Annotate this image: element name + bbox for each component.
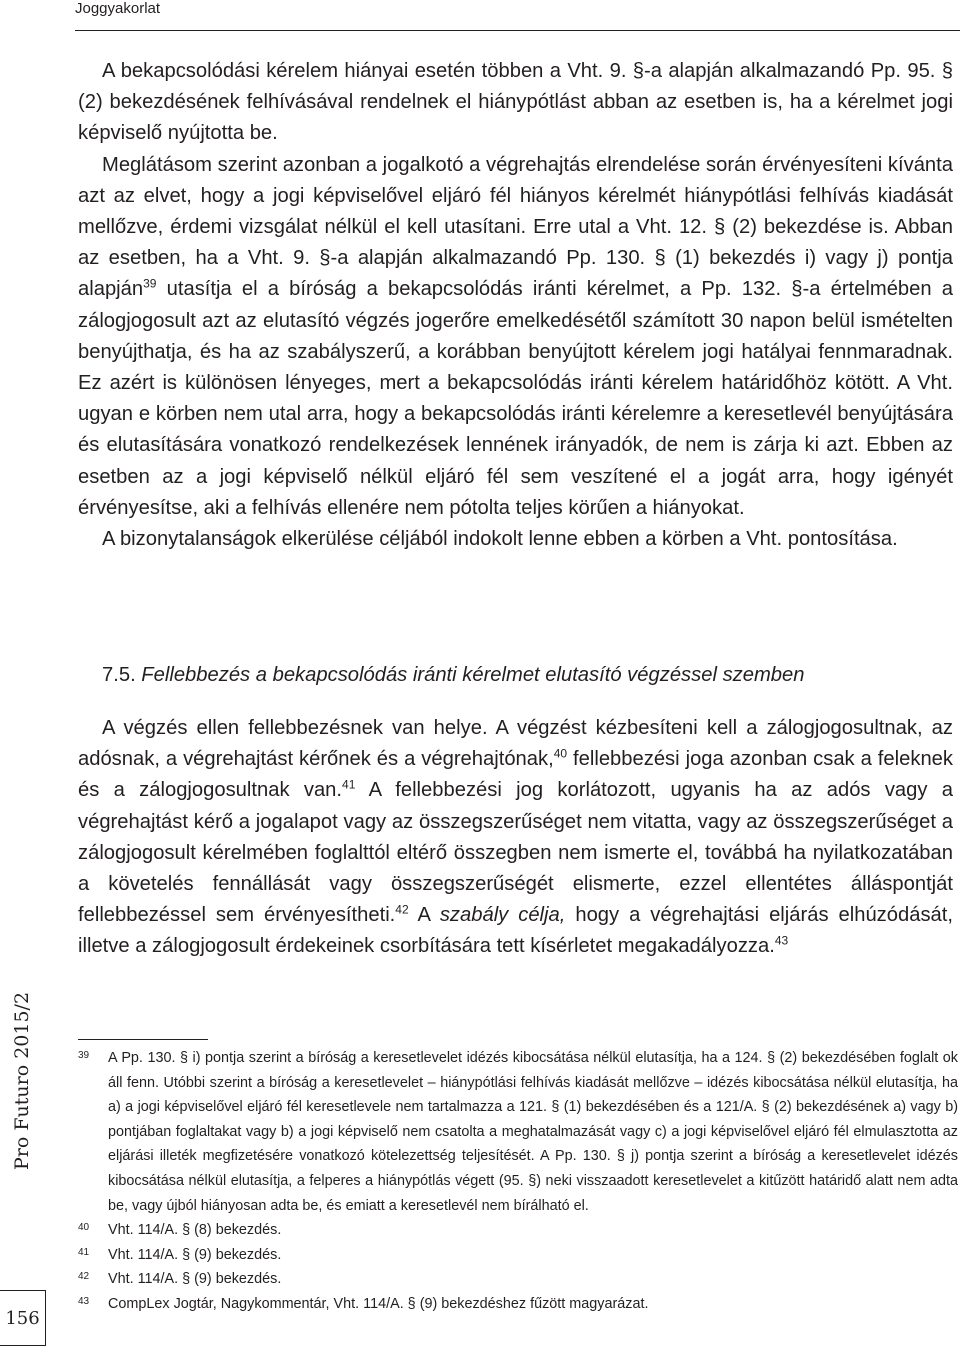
footnote [78, 1292, 958, 1317]
footnote-ref[interactable]: 40 [553, 746, 568, 761]
paragraph-text: A végzés ellen fellebbezésnek van helye. A végzést kézbesíteni kell a zálogjogosultnak, az adósnak, a végrehajtást kérőnek és a végrehajtónak, [78, 717, 953, 771]
footnote-ref[interactable]: 43 [774, 933, 789, 948]
paragraph [78, 150, 953, 524]
paragraph-text: utasítja el a bíróság a bekapcsolódás iránti kérelmet, a Pp. 132. §-a értelmében a zálogjogosult azt az elutasító végzés jogerőre emelkedésétől számított 30 napon belül ismételten benyújthatja, és ha az szabályszerű, a korábban benyújtott kérelem jogi hatályai fennmaradnak. Ez azért is különösen lényeges, mert a bekapcsolódás iránti kérelem határidőhöz kötött. A Vht. ugyan e körben nem utal arra, hogy a bekapcsolódás iránti kérelemre a keresetlevél benyújtására és elutasítására vonatkozó rendelkezések lennének irányadók, de nem is zárja ki azt. Ebben az esetben az a jogi képviselő nélkül eljáró fél sem veszítené el a jogát arra, hogy igényét érvényesítse, aki a felhívás ellenére nem pótolta teljes körűen a hiányokat. [78, 278, 953, 519]
footnote-text: A Pp. 130. § i) pontja szerint a bíróság a keresetlevelet idézés kibocsátása nélkül elutasítja, ha a 124. § (2) bekezdésében foglalt ok áll fenn. Utóbbi szerint a bíróság a keresetlevelet – hiánypótlási felhívás kiadását mellőzve – idézés kibocsátása nélkül elutasítja, ha a) a jogi képviselővel eljáró fél keresetlevele nem tartalmazza a 121. § (1) bekezdésében és a 121/A. § (2) bekezdésének a) vagy b) pontjában foglaltakat vagy b) a jogi képviselő nem csatolta a meghatalmazását vagy c) a jogi képviselővel eljáró fél elmulasztotta az eljárási illeték megfizetésére vonatkozó kötelezettség teljesítését. A Pp. 130. § j) pontja szerint a bíróság a keresetlevelet idézés kibocsátása nélkül elutasítja, a felperes a hiánypótlás végett (95. §) neki visszaadott keresetlevelet a kitűzött határidő alatt nem adta be, vagy újból hiányosan adta be, és emiatt a keresetlevél nem bírálható el. [108, 1050, 958, 1214]
footnote-text: Vht. 114/A. § (9) bekezdés. [108, 1246, 282, 1263]
footnote-ref[interactable]: 41 [342, 777, 356, 792]
paragraph-text: hogy a végrehajtási eljárás elhúzódását, illetve a zálogjogosult érdekeinek csorbítására tett kísérletet megakadályozza. [78, 904, 953, 958]
paragraph [78, 713, 953, 963]
footnote [78, 1218, 958, 1243]
header-rule [75, 30, 960, 31]
page-number: 156 [0, 1290, 46, 1346]
section-number: 7.5. [102, 664, 136, 686]
footnote [78, 1046, 958, 1218]
footnote-number: 43 [78, 1295, 90, 1307]
footnote-number: 42 [78, 1271, 90, 1283]
running-header: Joggyakorlat [75, 0, 161, 17]
footnote [78, 1243, 958, 1268]
paragraph: A bekapcsolódási kérelem hiányai esetén többen a Vht. 9. §-a alapján alkalmazandó Pp. 95. § (2) bekezdésének felhívásával rendelnek el hiánypótlást abban az esetben is, ha a kérelmet jogi képviselő nyújtotta be. [78, 60, 953, 145]
footnote-separator [78, 1039, 208, 1040]
paragraph-text: A fellebbezési jog korlátozott, ugyanis ha az adós vagy a végrehajtást kérő a jogalapot vagy az összegszerűséget nem vitatta, vagy az összegszerűséget a zálogjogosult kérelmében foglalttól eltérő összegben nem ismerte el, továbbá ha nyilatkozatában a követelés fennállását vagy összegszerűségét elismerte, ezzel ellentétes álláspontját fellebbezéssel sem érvényesítheti. [78, 779, 953, 927]
body-block-2 [78, 713, 953, 963]
paragraph-text: fellebbezési joga azonban csak a feleknek és a zálogjogosultnak van. [78, 748, 953, 802]
footnote-number: 39 [78, 1050, 90, 1061]
section-title: Fellebbezés a bekapcsolódás iránti kérelmet elutasító végzéssel szemben [141, 664, 805, 686]
section-heading [102, 660, 804, 691]
body-block-1 [78, 56, 953, 555]
emphasis: szabály célja, [439, 904, 566, 927]
footnote-ref[interactable]: 39 [143, 276, 157, 291]
footnote-text: Vht. 114/A. § (9) bekezdés. [108, 1271, 282, 1288]
paragraph: A bizonytalanságok elkerülése céljából indokolt lenne ebben a körben a Vht. pontosítása. [102, 528, 898, 551]
footnote [78, 1267, 958, 1292]
footnote-text: Vht. 114/A. § (8) bekezdés. [108, 1222, 282, 1239]
footnotes [78, 1046, 958, 1317]
journal-title: Pro Futuro 2015/2 [11, 991, 33, 1170]
footnote-text: CompLex Jogtár, Nagykommentár, Vht. 114/A. § (9) bekezdéshez fűzött magyarázat. [108, 1295, 649, 1312]
footnote-number: 40 [78, 1222, 90, 1234]
footnote-ref[interactable]: 42 [395, 902, 409, 917]
paragraph-text: A [408, 904, 440, 927]
journal-title-vertical [3, 940, 43, 1170]
paragraph-text: Meglátásom szerint azonban a jogalkotó a végrehajtás elrendelése során érvényesíteni kívánta azt az elvet, hogy a jogi képviselővel eljáró fél hiányos kérelmét hiánypótlási felhívás kiadását mellőzve, érdemi vizsgálat nélkül el kell utasítani. Erre utal a Vht. 12. § (2) bekezdése is. Abban az esetben, ha a Vht. 9. §-a alapján alkalmazandó Pp. 130. § (1) bekezdés i) vagy j) pontja alapján [78, 153, 953, 301]
footnote-number: 41 [78, 1246, 90, 1258]
